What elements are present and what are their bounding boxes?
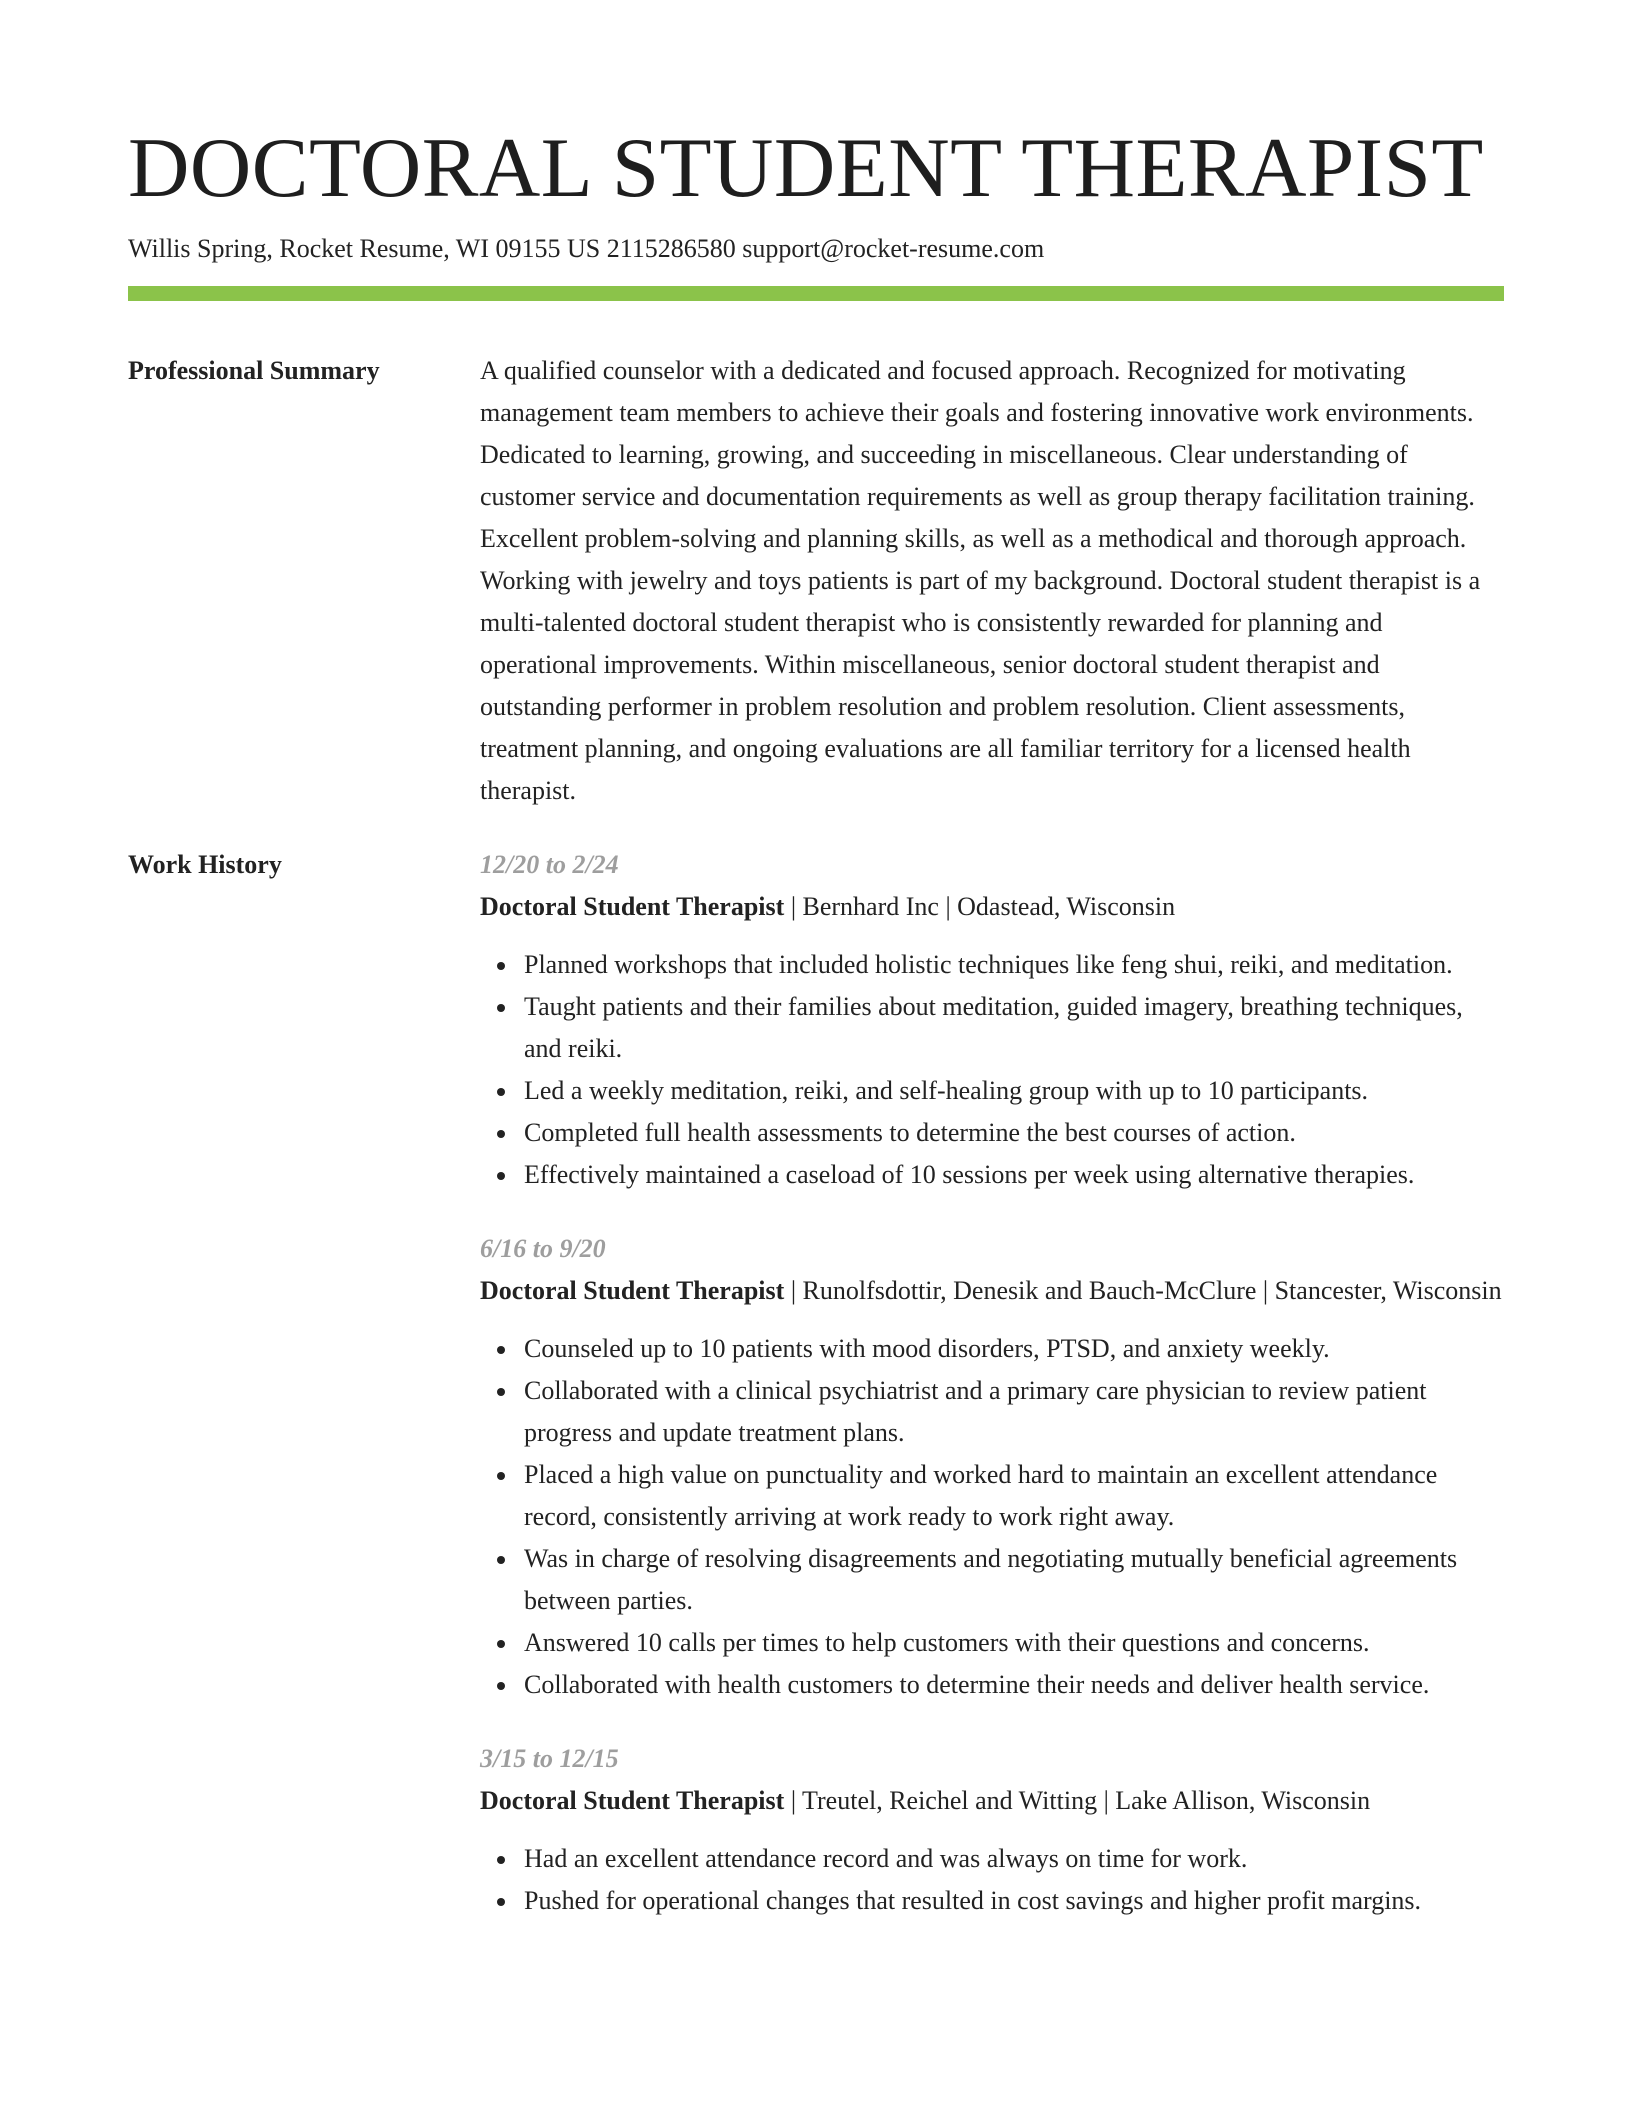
job-title: Doctoral Student Therapist (480, 1786, 785, 1815)
job-dates: 12/20 to 2/24 (480, 850, 619, 879)
job-bullets (480, 1838, 1504, 1922)
job-bullet: Had an excellent attendance record and was always on time for work. (524, 1838, 1504, 1880)
summary-text: A qualified counselor with a dedicated and focused approach. Recognized for motivating management team members to achieve their goals and fostering innovative work environments. Dedicated to learning, growing, and succeeding in miscellaneous. Clear understanding of customer service and documentation requirements as well as group therapy facilitation training. Excellent problem-solving and planning skills, as well as a methodical and thorough approach. Working with jewelry and toys patients is part of my background. Doctoral student therapist is a multi-talented doctoral student therapist who is consistently rewarded for planning and operational improvements. Within miscellaneous, senior doctoral student therapist and outstanding performer in problem resolution and problem resolution. Client assessments, treatment planning, and ongoing evaluations are all familiar territory for a licensed health therapist. (480, 356, 1481, 805)
contact-info: Willis Spring, Rocket Resume, WI 09155 US 2115286580 support@rocket-resume.com (128, 234, 1045, 263)
job-bullet: Was in charge of resolving disagreements and negotiating mutually beneficial agreements between parties. (524, 1538, 1504, 1622)
section-label-work-history: Work History (128, 850, 282, 879)
job-entry (480, 844, 1504, 1196)
job-bullet: Planned workshops that included holistic techniques like feng shui, reiki, and meditation. (524, 944, 1504, 986)
job-bullets (480, 1328, 1504, 1706)
job-details: | Bernhard Inc | Odastead, Wisconsin (784, 892, 1176, 921)
job-title-line (480, 1270, 1504, 1312)
job-details: | Treutel, Reichel and Witting | Lake Allison, Wisconsin (784, 1786, 1371, 1815)
summary-body (480, 350, 1504, 812)
job-title-line (480, 886, 1504, 928)
section-label-summary: Professional Summary (128, 356, 380, 385)
job-dates: 6/16 to 9/20 (480, 1234, 606, 1263)
job-bullet: Collaborated with health customers to determine their needs and deliver health service. (524, 1664, 1504, 1706)
job-bullet: Placed a high value on punctuality and worked hard to maintain an excellent attendance record, consistently arriving at work ready to work right away. (524, 1454, 1504, 1538)
job-title: Doctoral Student Therapist (480, 1276, 785, 1305)
job-entry (480, 1738, 1504, 1922)
job-bullet: Answered 10 calls per times to help customers with their questions and concerns. (524, 1622, 1504, 1664)
job-title: Doctoral Student Therapist (480, 892, 785, 921)
job-bullet: Effectively maintained a caseload of 10 sessions per week using alternative therapies. (524, 1154, 1504, 1196)
job-bullet: Completed full health assessments to determine the best courses of action. (524, 1112, 1504, 1154)
header-accent-bar (128, 286, 1504, 301)
work-history-body (480, 844, 1504, 1922)
job-bullet: Led a weekly meditation, reiki, and self-healing group with up to 10 participants. (524, 1070, 1504, 1112)
job-bullet: Counseled up to 10 patients with mood disorders, PTSD, and anxiety weekly. (524, 1328, 1504, 1370)
job-title-line (480, 1780, 1504, 1822)
job-bullet: Pushed for operational changes that resulted in cost savings and higher profit margins. (524, 1880, 1504, 1922)
job-bullet: Collaborated with a clinical psychiatrist and a primary care physician to review patient progress and update treatment plans. (524, 1370, 1504, 1454)
job-bullet: Taught patients and their families about meditation, guided imagery, breathing techniques, and reiki. (524, 986, 1504, 1070)
job-details: | Runolfsdottir, Denesik and Bauch-McClure | Stancester, Wisconsin (784, 1276, 1502, 1305)
job-entry (480, 1228, 1504, 1706)
resume-name-heading: DOCTORAL STUDENT THERAPIST (128, 121, 1484, 215)
job-bullets (480, 944, 1504, 1196)
job-dates: 3/15 to 12/15 (480, 1744, 619, 1773)
